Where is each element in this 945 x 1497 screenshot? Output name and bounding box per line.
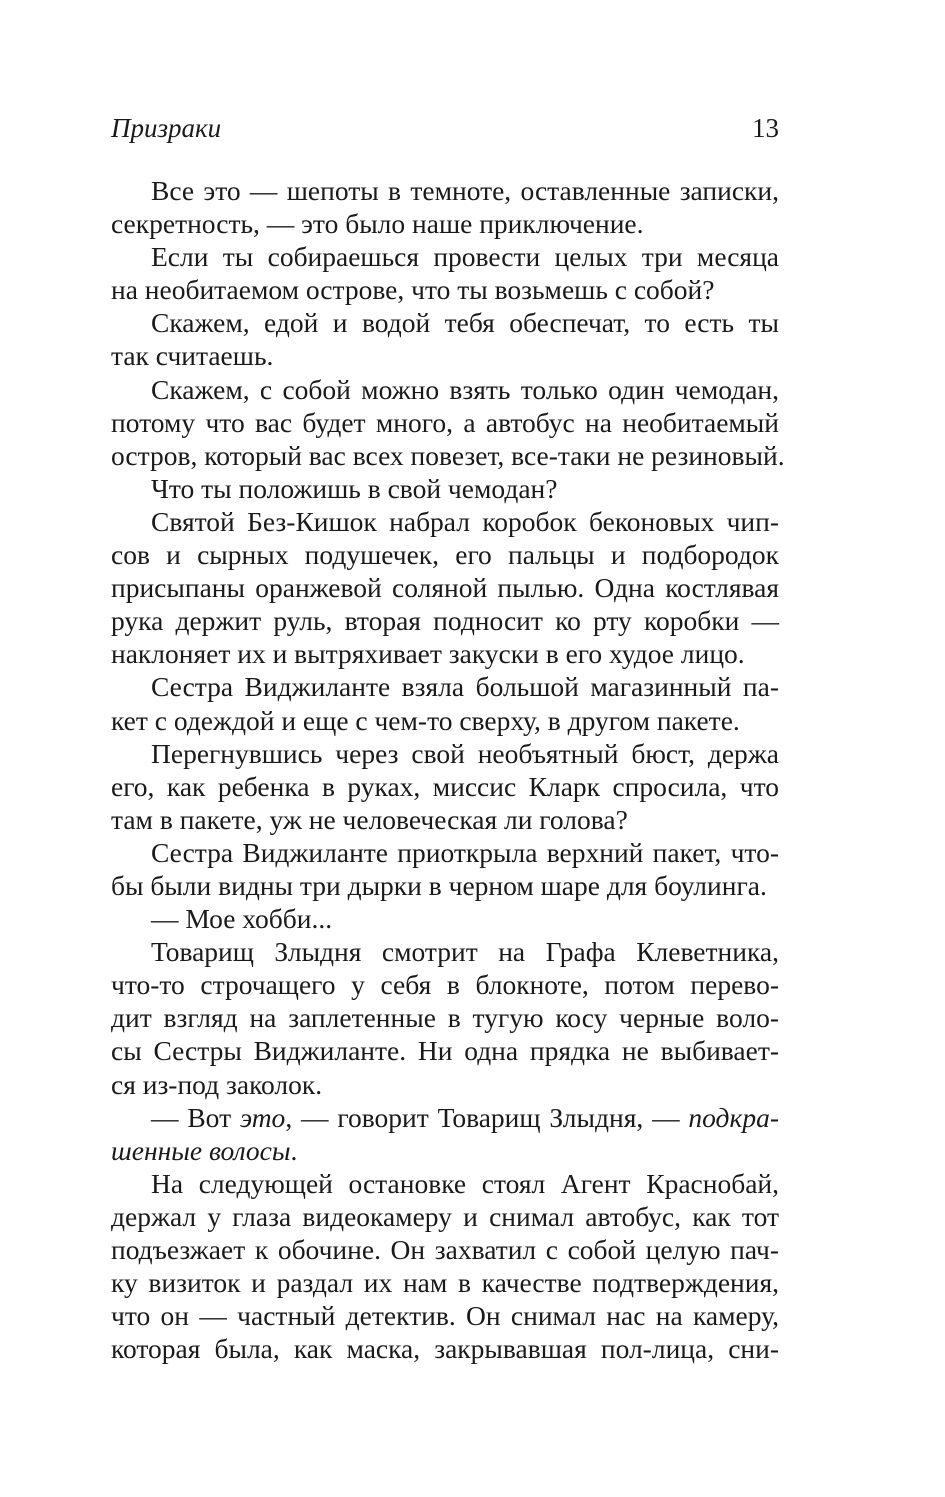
text-line: [111, 1299, 779, 1332]
text-segment: Что ты положишь в свой чемодан?: [151, 472, 558, 504]
text-segment: что-то строчащего у себя в блокноте, потом перево-: [111, 969, 779, 1001]
text-segment: .: [290, 1134, 298, 1166]
text-line: [111, 836, 779, 869]
text-line: [111, 670, 779, 703]
text-segment: держал у глаза видеокамеру и снимал автобус, как тот: [111, 1200, 779, 1232]
text-segment: , — говорит Товарищ Злыдня, —: [285, 1101, 689, 1133]
text-segment: Скажем, с собой можно взять только один чемодан,: [151, 373, 779, 405]
text-line: [111, 704, 779, 737]
text-line: [111, 174, 779, 207]
running-title: Призраки: [111, 113, 222, 143]
text-segment: кет с одеждой и еще с чем-то сверху, в другом пакете.: [111, 704, 740, 736]
text-segment: так считаешь.: [111, 340, 274, 372]
book-page: [111, 108, 785, 1365]
body-text: [111, 174, 785, 1365]
text-segment: сы Сестры Виджиланте. Ни одна прядка не выбивает-: [111, 1035, 779, 1067]
italic-segment: это: [239, 1101, 286, 1133]
text-line: [111, 1101, 779, 1134]
text-line: [111, 538, 779, 571]
text-line: [111, 604, 779, 637]
text-segment: Скажем, едой и водой тебя обеспечат, то есть ты: [151, 307, 779, 339]
text-line: [111, 869, 779, 902]
text-line: [111, 339, 779, 372]
text-line: [111, 571, 779, 604]
text-segment: Если ты собираешься провести целых три месяца: [151, 241, 779, 273]
text-line: [111, 1134, 779, 1167]
text-segment: на необитаемом острове, что ты возьмешь с собой?: [111, 274, 715, 306]
text-segment: Все это — шепоты в темноте, оставленные записки,: [151, 175, 779, 206]
text-line: [111, 637, 779, 670]
text-line: [111, 968, 779, 1001]
text-segment: Товарищ Злыдня смотрит на Графа Клеветника,: [151, 936, 779, 968]
text-segment: бы были видны три дырки в черном шаре для боулинга.: [111, 869, 767, 901]
text-line: [111, 240, 779, 273]
text-segment: остров, который вас всех повезет, все-таки не резиновый.: [111, 439, 785, 471]
text-segment: что он — частный детектив. Он снимал нас на камеру,: [111, 1300, 779, 1332]
text-line: [111, 306, 779, 339]
text-segment: его, как ребенка в руках, миссис Кларк спросила, что: [111, 770, 779, 802]
text-line: [111, 1001, 779, 1034]
text-line: [111, 935, 779, 968]
text-segment: подъезжает к обочине. Он захватил с собой целую пач-: [111, 1234, 779, 1265]
text-segment: дит взгляд на заплетенные в тугую косу черные воло-: [111, 1002, 779, 1034]
text-line: [111, 505, 779, 538]
text-line: [111, 770, 779, 803]
text-line: [111, 273, 779, 306]
text-line: [111, 1233, 779, 1266]
text-line: [111, 1068, 779, 1101]
text-segment: — Мое хобби...: [151, 903, 333, 935]
text-segment: — Вот: [151, 1101, 240, 1133]
text-line: [111, 803, 779, 836]
text-line: [111, 207, 779, 240]
text-line: [111, 1167, 779, 1200]
italic-segment: шенные волосы: [111, 1134, 291, 1166]
text-segment: там в пакете, уж не человеческая ли голова?: [111, 803, 628, 835]
text-segment: присыпаны оранжевой соляной пылью. Одна костлявая: [111, 572, 779, 604]
text-segment: секретность, — это было наше приключение.: [111, 208, 644, 240]
italic-segment: подкра-: [688, 1101, 779, 1133]
text-line: [111, 737, 779, 770]
text-segment: На следующей остановке стоял Агент Краснобай,: [151, 1167, 779, 1199]
text-segment: ку визиток и раздал их нам в качестве подтверждения,: [111, 1267, 779, 1299]
text-line: [111, 439, 785, 472]
text-segment: Перегнувшись через свой необъятный бюст, держа: [151, 737, 779, 769]
page-number: 13: [752, 113, 779, 143]
text-segment: ся из-под заколок.: [111, 1068, 323, 1100]
text-segment: Сестра Виджиланте приоткрыла верхний пакет, что-: [151, 836, 779, 868]
text-line: [111, 1200, 779, 1233]
text-segment: наклоняет их и вытряхивает закуски в его худое лицо.: [111, 638, 745, 670]
text-segment: потому что вас будет много, а автобус на необитаемый: [111, 406, 779, 438]
text-line: [111, 373, 779, 406]
text-line: [111, 472, 779, 505]
text-segment: Сестра Виджиланте взяла большой магазинный па-: [151, 671, 779, 703]
text-line: [111, 1332, 779, 1365]
text-line: [111, 1034, 779, 1067]
text-line: [111, 902, 779, 935]
text-segment: Святой Без-Кишок набрал коробок беконовых чип-: [151, 505, 779, 537]
running-header: [111, 108, 779, 154]
text-segment: которая была, как маска, закрывавшая пол-лица, сни-: [111, 1333, 779, 1365]
text-segment: рука держит руль, вторая подносит ко рту коробки —: [111, 605, 779, 637]
text-line: [111, 406, 779, 439]
text-line: [111, 1266, 779, 1299]
text-segment: сов и сырных подушечек, его пальцы и подбородок: [111, 539, 779, 571]
